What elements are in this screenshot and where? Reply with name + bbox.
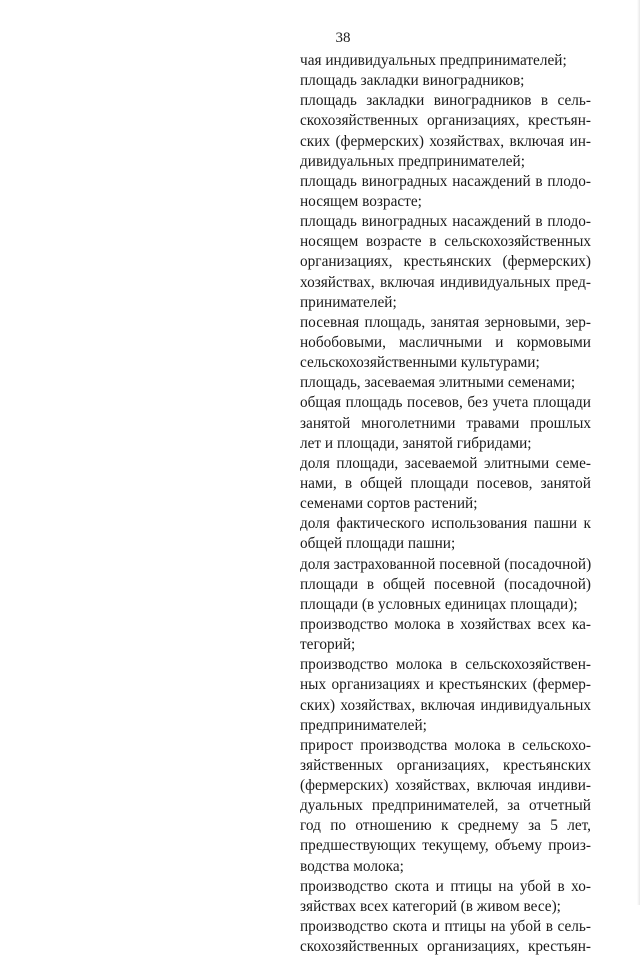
text-line: площадь виноградных насаждений в плодо- [300, 172, 591, 190]
text-line: производство молока в сельскохозяйствен- [300, 656, 591, 674]
text-line: лет и площади, занятой гибридами; [300, 434, 532, 452]
text-line: носящем возрасте; [300, 192, 422, 210]
text-line: площади в общей посевной (посадочной) [300, 575, 591, 593]
text-line: площадь виноградных насаждений в плодо- [300, 213, 591, 231]
text-line: скохозяйственных организациях, крестьян- [300, 112, 591, 130]
text-line: хозяйствах, включая индивидуальных пред- [300, 273, 591, 291]
text-line: ских (фермерских) хозяйствах, включая ин- [300, 132, 591, 150]
text-line: год по отношению к среднему за 5 лет, [300, 817, 591, 835]
text-line: семенами сортов растений; [300, 495, 478, 513]
text-line: доля фактического использования пашни к [300, 515, 591, 533]
text-line: площади (в условных единицах площади); [300, 595, 578, 613]
text-line: доля застрахованной посевной (посадочной) [300, 555, 592, 573]
text-line: общая площадь посевов, без учета площади [300, 394, 591, 412]
text-line: дуальных предпринимателей, за отчетный [300, 797, 591, 815]
text-line: общей площади пашни; [300, 535, 456, 553]
text-line: ских) хозяйствах, включая индивидуальных [300, 696, 591, 714]
text-line: скохозяйственных организациях, крестьян- [300, 938, 591, 956]
text-line: доля площади, засеваемой элитными семе- [300, 454, 591, 472]
text-line: носящем возрасте в сельскохозяйственных [300, 233, 591, 251]
text-line: производство молока в хозяйствах всех ка- [300, 615, 591, 633]
text-line: прирост производства молока в сельскохо- [300, 736, 591, 754]
body-text [300, 51, 591, 957]
text-line: площадь закладки виноградников в сель- [300, 92, 591, 110]
text-line: водства молока; [300, 857, 404, 875]
text-line: производство скота и птицы на убой в сель- [300, 918, 591, 936]
text-line: принимателей; [300, 293, 397, 311]
text-line: предпринимателей; [300, 716, 427, 734]
text-line: предшествующих текущему, объему произ- [300, 837, 591, 855]
text-line: тегорий; [300, 636, 356, 654]
text-line: нобобовыми, масличными и кормовыми [300, 333, 591, 351]
text-line: зяйствах всех категорий (в живом весе); [300, 897, 561, 915]
text-line: занятой многолетними травами прошлых [300, 414, 591, 432]
text-line: ных организациях и крестьянских (фермер- [300, 676, 591, 694]
text-line: площадь, засеваемая элитными семенами; [300, 374, 576, 392]
text-line: (фермерских) хозяйствах, включая индиви- [300, 777, 591, 795]
text-line: посевная площадь, занятая зерновыми, зер- [300, 313, 591, 331]
text-line: площадь закладки виноградников; [300, 72, 525, 90]
text-line: организациях, крестьянских (фермерских) [300, 253, 591, 271]
text-line: сельскохозяйственными культурами; [300, 354, 540, 372]
text-line: дивидуальных предпринимателей; [300, 152, 525, 170]
page-number: 38 [335, 30, 351, 46]
text-line: производство скота и птицы на убой в хо- [300, 877, 591, 895]
text-line: зяйственных организациях, крестьянских [300, 756, 591, 774]
text-line: нами, в общей площади посевов, занятой [300, 474, 591, 492]
text-line: чая индивидуальных предпринимателей; [300, 52, 567, 69]
